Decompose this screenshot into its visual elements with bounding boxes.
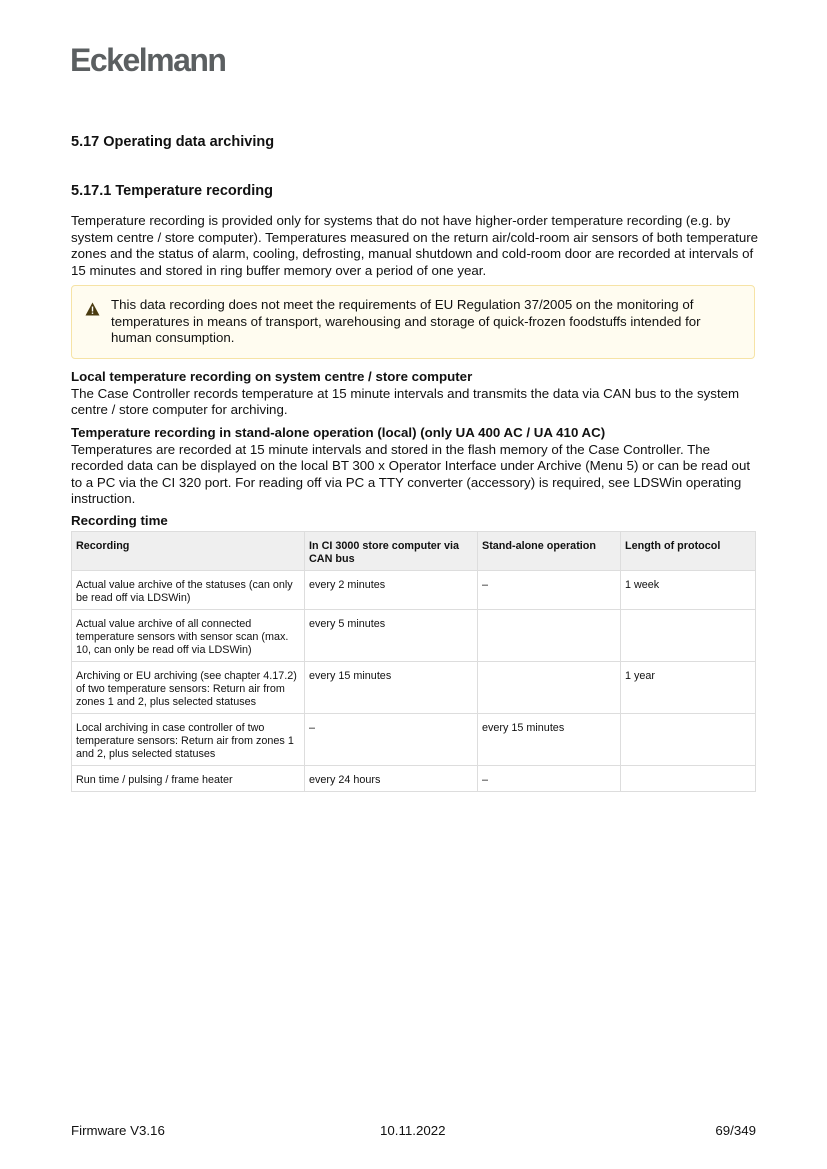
column-header: Length of protocol (621, 532, 756, 571)
column-header: In CI 3000 store computer via CAN bus (305, 532, 478, 571)
table-cell (621, 766, 756, 792)
standalone-recording-text: Temperatures are recorded at 15 minute intervals and stored in the flash memory of the Case Controller. The recorded data can be displayed on the local BT 300 x Operator Interface under Archive (Menu 5) or can be read out to a PC via the CI 320 port. For reading off via PC a TTY converter (accessory) is required, see LDSWin operating instruction. (71, 441, 751, 506)
subsection-title: 5.17.1 Temperature recording (71, 183, 274, 199)
table-cell: – (478, 766, 621, 792)
column-header: Stand-alone operation (478, 532, 621, 571)
warning-note (71, 285, 755, 359)
standalone-recording-section (71, 425, 761, 508)
recording-time-heading: Recording time (71, 513, 168, 528)
table-cell: – (478, 571, 621, 610)
table-row (72, 662, 756, 714)
table-cell: Local archiving in case controller of two temperature sensors: Return air from zones 1 and 2, plus selected statuses (72, 714, 305, 766)
table-cell: Actual value archive of all connected temperature sensors with sensor scan (max. 10, can only be read off via LDSWin) (72, 610, 305, 662)
table-row (72, 610, 756, 662)
table-cell: – (305, 714, 478, 766)
eckelmann-logo: Eckelmann (70, 42, 226, 78)
table-cell: 1 week (621, 571, 756, 610)
table-cell: every 5 minutes (305, 610, 478, 662)
local-recording-text: The Case Controller records temperature at 15 minute intervals and transmits the data via CAN bus to the system centre / store computer for archiving. (71, 385, 740, 417)
table-row (72, 714, 756, 766)
table-cell: 1 year (621, 662, 756, 714)
table-cell (478, 610, 621, 662)
table-header-row (72, 532, 756, 571)
footer-firmware: Firmware V3.16 (71, 1123, 165, 1138)
standalone-recording-heading: Temperature recording in stand-alone operation (local) (only UA 400 AC / UA 410 AC) (71, 425, 606, 440)
table-cell: every 15 minutes (305, 662, 478, 714)
table-cell: Run time / pulsing / frame heater (72, 766, 305, 792)
table-cell (621, 610, 756, 662)
footer-page-number: 69/349 (715, 1123, 756, 1138)
intro-paragraph: Temperature recording is provided only for systems that do not have higher-order temperature recording (e.g. by system centre / store computer). Temperatures measured on the return air/cold-room air sensors of both temperature zones and the status of alarm, cooling, defrosting, manual shutdown and cold-room door are recorded at intervals of 15 minutes and stored in ring buffer memory over a period of one year. (71, 213, 759, 278)
warning-text: This data recording does not meet the requirements of EU Regulation 37/2005 on the monitoring of temperatures in means of transport, warehousing and storage of quick-frozen foodstuffs intended for human consumption. (111, 297, 701, 345)
local-recording-section (71, 369, 761, 419)
table-cell: Archiving or EU archiving (see chapter 4.17.2) of two temperature sensors: Return air from zones 1 and 2, plus selected statuses (72, 662, 305, 714)
recording-time-table (71, 531, 756, 792)
table-cell: every 24 hours (305, 766, 478, 792)
local-recording-heading: Local temperature recording on system centre / store computer (71, 369, 473, 384)
table-cell (621, 714, 756, 766)
footer-date: 10.11.2022 (380, 1123, 446, 1138)
table-cell: every 2 minutes (305, 571, 478, 610)
table-cell (478, 662, 621, 714)
section-title: 5.17 Operating data archiving (71, 134, 275, 150)
table-cell: every 15 minutes (478, 714, 621, 766)
table-row (72, 571, 756, 610)
table-row (72, 766, 756, 792)
warning-triangle-icon (85, 302, 100, 316)
column-header: Recording (72, 532, 305, 571)
table-cell: Actual value archive of the statuses (can only be read off via LDSWin) (72, 571, 305, 610)
